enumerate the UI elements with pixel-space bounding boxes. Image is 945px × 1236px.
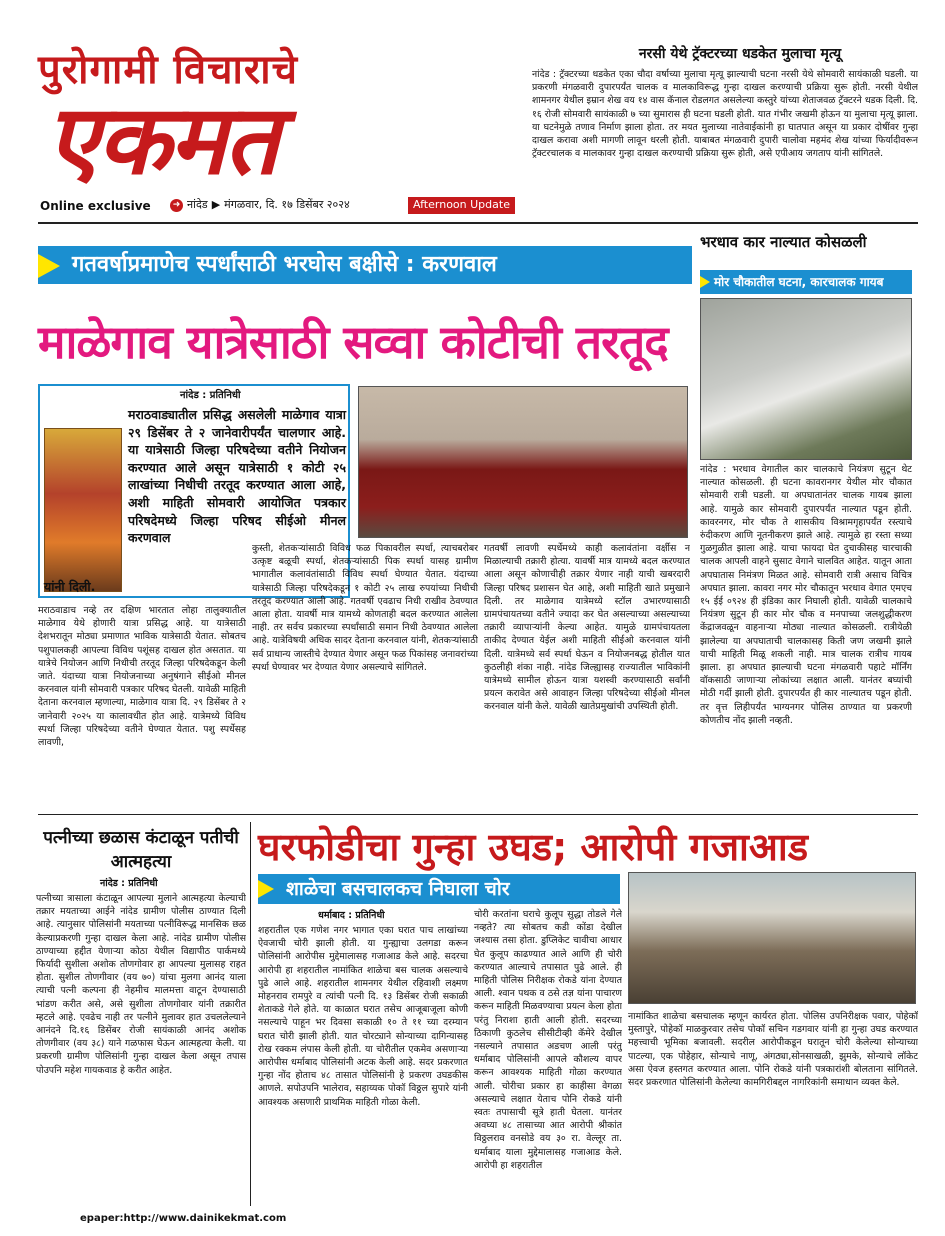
suicide-headline: पत्नीच्या छळास कंटाळून पतीची आत्महत्या — [43, 828, 239, 872]
suicide-byline: नांदेड : प्रतिनिधी — [100, 878, 158, 889]
burglary-column-3: नामांकित शाळेचा बसचालक म्हणून कार्यरत होता. पोलिस उपनिरीक्षक पवार, पोहेकॉ मुस्तापुरे, पोहेकॉ माळकुरवार तसेच पोकॉ सचिन गडगवार यांनी हा गुन्हा उघड करण्यात महत्त्वाची भूमिका बजावली. सदरील आरोपीकडून घरातून चोरी केलेल्या सोन्याच्या पाटल्या, एक पोहेहार, सोन्याचे नाणू, अंगठ्या,सोनसाखळी, झुमके, सोन्याचे लॉकेट असा ऐवज हस्तगत करण्यात आला. पोनि रोकडे यांनी पत्रकारांशी बोलताना सांगितले. सदर प्रकरणात पोलिसांनी केलेल्या कामगिरीबद्दल नागरिकांनी समाधान व्यक्त केले. — [628, 1011, 918, 1089]
divider — [38, 222, 918, 224]
lead-column-1: मराठवाडाच नव्हे तर दक्षिण भारतात लोहा तालुक्यातील माळेगाव येथे होणारी यात्रा प्रसिद्ध आहे. या यात्रेसाठी देशभरातून मोठ्या प्रमाणात भाविक यात्रेसाठी येतात. सोबतच पशुपालकही आपल्या विविध पशूंसह दाखल होत असतात. या यात्रेचे नियोजन आणि निधीची तरतूद जिल्हा परिषदेकडून केली जाते. यंदाच्या यात्रा नियोजनाच्या अनुषंगाने सीईओ मीनल करनवाल यांनी सोमवारी पत्रकार परिषद घेतली. यावेळी माहिती देताना करनवाल म्हणाल्या, माळेगाव यात्रा दि. २९ डिसेंबर ते २ जानेवारी २०२५ या कालावधीत होत आहे. यात्रेमध्ये विविध स्पर्धा जिल्हा परिषदेच्या वतीने घेण्यात येतात. पशु स्पर्धेसह लावणी, — [38, 605, 246, 749]
triangle-marker-icon — [258, 880, 274, 898]
triangle-marker-icon — [38, 254, 60, 278]
triangle-marker-icon — [700, 276, 710, 288]
press-conference-photo — [358, 386, 688, 538]
online-exclusive-label: Online exclusive — [40, 199, 151, 213]
lead-kicker: गतवर्षाप्रमाणेच स्पर्धांसाठी भरघोस बक्षीसे : करणवाल — [38, 246, 692, 284]
lead-summary-tail: यांनी दिली. — [44, 579, 96, 594]
triangle-right-icon: ▶ — [211, 198, 221, 211]
epaper-link[interactable]: epaper:http://www.dainikekmat.com — [80, 1213, 287, 1224]
burglary-subhead: शाळेचा बसचालकच निघाला चोर — [258, 874, 620, 904]
suicide-body: पत्नीच्या त्रासाला कंटाळून आपल्या मुलाने आत्महत्या केल्याची तक्रार मयताच्या आईने नांदेड ग्रामीण पोलीस ठाण्यात दिली आहे. त्यानुसार पोलिसांनी मयताच्या पत्नीविरूद्ध मानसिक छळ केल्याप्रकरणी गुन्हा दाखल केला आहे. नांदेड ग्रामीण पोलीस ठाण्याच्या हद्दीत येणाऱ्या कोठा येथील विद्यापीठ पार्कमध्ये फिर्यादी सुशीला अशोक तोणगोवार हा आपल्या मुलासह राहत होता. सुशील तोणगीवार (वय ७०) यांचा मुलगा आनंद याला त्याची पत्नी कल्पना ही नेहमीच मालमत्ता वाटून देण्यासाठी भांडण करीत असे, असे सुशीला तोणगोवार यांनी तक्रारीत म्हटले आहे. एवढेच नाही तर पत्नीने मुलावर हात उचललेल्याने आनंदने दि.१६ डिसेंबर रोजी सायंकाळी आनंद अशोक तोणगीवार (वय ३८) याने गळफास घेऊन आत्महत्या केली. या प्रकरणी ग्रामीण पोलिसांनी गुन्हा दाखल केला असून तपास पोउपनि महेश गायकवाड हे करीत आहेत. — [36, 893, 246, 1076]
temple-photo — [44, 428, 122, 592]
issue-date: मंगळवार, दि. १७ डिसेंबर २०२४ — [224, 198, 350, 211]
lead-byline: नांदेड : प्रतिनिधी — [180, 390, 241, 401]
lead-summary: मराठवाड्यातील प्रसिद्ध असलेली माळेगाव यात्रा २९ डिसेंबर ते २ जानेवारीपर्यंत चालणार आहे. या यात्रेसाठी जिल्हा परिषदेच्या वतीने नियोजन करण्यात आले असून यात्रेसाठी १ कोटी २५ लाखांच्या निधीची तरतूद करण्यात आला आहे, अशी माहिती सोमवारी आयोजित पत्रकार परिषदेमध्ये जिल्हा परिषद सीईओ मीनल करणवाल — [128, 407, 346, 546]
divider — [250, 822, 251, 1206]
burglary-byline: धर्माबाद : प्रतिनिधी — [318, 910, 385, 921]
city-label: नांदेड — [187, 198, 208, 211]
masthead-tagline: पुरोगामी विचाराचे — [38, 46, 299, 93]
edition-badge: Afternoon Update — [408, 197, 515, 214]
lead-column-2: कुस्ती, शेतकऱ्यांसाठी विविध फळ पिकावरील स्पर्धा, त्याचबरोबर उत्कृष्ट बळूची स्पर्धा, शेतकऱ्यांसाठी पिक स्पर्धा यासह ग्रामीण भागातील कलावंतांसाठी विविध स्पर्धा घेण्यात येतात. यंदाच्या यात्रेसाठी जिल्हा परिषदेकडून १ कोटी २५ लाख रुपयांच्या निधीची तरतूद करण्यात आली आहे. गतवर्षी एवढाच निधी राखीव ठेवण्यात आला होता. यावर्षी मात्र यामध्ये कोणताही बदल करण्यात आलेला नाही. तर सर्वच प्रकारच्या स्पर्धांसाठी समान निधी ठेवण्यात आलेला आहे. यात्रेविषयी अधिक सादर देताना करनवाल यांनी, शेतकऱ्यांसाठी सर्व प्राधान्य जास्तीचे देण्यात येणार असून फळ पिकांसह जनावरांच्या स्पर्धा घेण्यावर भर देण्यात येणार असल्याचे सांगितले. — [252, 543, 478, 673]
burglary-headline: घरफोडीचा गुन्हा उघड; आरोपी गजाआड — [258, 825, 809, 869]
burglary-column-1: शहरातील एक गणेश नगर भागात एका घरात पाच लाखांच्या ऐवजाची चोरी झाली होती. या गुन्ह्याचा उलगडा करून पोलिसांनी आरोपीस मुद्देमालासह गजाआड केले आहे. सदरचा आरोपी हा शहरातील नामांकित शाळेचा बस चालक असल्याचे पुढे आले आहे. शहरातील शामनगर येथील रहिवाशी लक्ष्मण मोहनराव रामपुरे व त्यांची पत्नी दि. १३ डिसेंबर रोजी सकाळी शेताकडे गेले होते. या काळात घरात तसेच आजूबाजूला कोणी नसल्याचे पाहून भर दिवसा सकाळी १० ते ११ च्या दरम्यान घरात चोरी झाली होती. यात चोरट्याने सोन्याच्या दागिन्यासह रोख रक्कम लंपास केली होती. या चोरीतील एकमेव असणाऱ्या आरोपीस धर्माबाद पोलिसांनी अटक केली आहे. सदर प्रकरणात गुन्हा नोंद होताच ४८ तासात पोलिसांनी हे प्रकरण उघडकीस आणले. सपोउपनि भालेराव, सहाय्यक पोकॉ विठ्ठल सुपारे यांनी आवश्यक असणारी प्राथमिक माहिती गोळा केली. — [258, 925, 468, 1108]
dateline — [170, 198, 350, 213]
divider — [38, 814, 918, 815]
lead-column-3: गतवर्षी लावणी स्पर्धेमध्ये काही कलावंतांना वर्क्षीस न मिळाल्याची तक्रारी होत्या. यावर्षी मात्र यामध्ये बदल करण्यात आला असून कोणाचीही तक्रार येणार नाही याची खबरदारी जिल्हा परिषद प्रशासन घेत आहे, अशी माहिती खाते प्रमुखाने दिली. तर माळेगाव यात्रेमध्ये स्टॉल उभारण्यासाठी ग्रामपंचायतच्या वतीने ज्यादा कर घेत असल्याच्या असल्याच्या तक्रारी व्यापाऱ्यांनी केल्या आहेत. यामुळे ग्रामपंचायतला ताकीद देण्यात येईल अशी माहिती सीईओ करनवाल यांनी दिली. यात्रेमध्ये सर्व स्पर्धा घेऊन व नियोजनबद्ध होतील यात कुठलीही शंका नाही. नांदेड जिल्ह्यासह राज्यातील भाविकांनी यात्रेमध्ये सामील होऊन यात्रा यशस्वी करण्यासाठी सर्वांनी प्रयत्न करावेत असे आवाहन जिल्हा परिषदेच्या सीईओ मीनल करनवाल यांनी केले. यावेळी खातेप्रमुखांची उपस्थिती होती. — [484, 543, 690, 713]
car-photo — [700, 298, 912, 460]
police-team-photo — [628, 872, 916, 1004]
arrow-right-icon: ➜ — [170, 199, 183, 212]
car-body: नांदेड : भरधाव वेगातील कार चालकाचे नियंत्रण सुटून थेट नाल्यात कोसळली. ही घटना कावरानगर येथील मोर चौकात सोमवारी रात्री घडली. या अपघातानंतर चालक गायब झाला आहे. यामुळे कार सोमवारी दुपारपर्यंत नाल्यात पडून होती. कावरनगर, मोर चौक ते शासकीय विश्रामगृहापर्यंत रस्त्याचे रुंदीकरण आणि नूतनीकरण झाले आहे. त्यामुळे हा रस्ता सध्या गुळगुळीत झाला आहे. याचा फायदा घेत दुचाकीसह चारचाकी चालक आपली वाहने सुसाट वेगाने चालवित आहेत. यातून आता अपघातास निमंत्रण मिळत आहे. सोमवारी रात्री असाच विचित्र अपघात झाला. कावरा नगर मोर चौकातून भरधाव वेगात एमएच १५ ईई ०९२४ ही इंडिका कार निघाली होती. यावेळी चालकाचे नियंत्रण सुटून ही कार मोर चौक व मनपाच्या जलशुद्धीकरण केंद्राजवळून वाहनाऱ्या मोठ्या नाल्यात कोसळली. रात्रीयेळी झालेल्या या अपघाताची चालकासह किती जण जखमी झाले याची माहिती मिळू शकली नाही. मात्र चालक रात्रीच गायब झाला. हा अपघात झाल्याची घटना मंगळवारी पहाटे मॉर्निंग वॉकसाठी जाणाऱ्या लोकांच्या लक्षात आली. यानंतर बघ्यांची मोठी गर्दी झाली होती. दुपारपर्यंत ही कार नाल्यातच पडून होती. तर वृत्त लिहीपर्यंत भाग्यनगर पोलिस ठाण्यात या प्रकरणी कोणतीच नोंद झाली नव्हती. — [700, 464, 912, 726]
burglary-column-2: चोरी करतांना घराचे कुलूप सुद्धा तोडले गेले नव्हते? त्या सोबतच कडी कोंडा देखील जश्यास तसा होता. डुप्लिकेट चावीचा आधार घेत कुलूप काढण्यात आले आणि ही चोरी करण्यात आल्याचे तपासात पुढे आले. ही माहिती पोलिस निरीक्षक रोकडे यांना देण्यात आली. श्वान पथक व ठसे तज्ञ यांना पाचारण करून माहिती मिळवण्याचा प्रयत्न केला होता परंतु निराशा हाती आली होती. सदरच्या ठिकाणी कुठलेच सीसीटीव्ही कॅमेरे देखील नसल्याने तपासात अडचण आली परंतु धर्माबाद पोलिसांनी आपले कौशल्य वापर करून आवश्यक माहिती गोळा करण्यात आली. चोरीचा प्रकार हा काहीसा वेगळा असल्याचे लक्षात येताच पोनि रोकडे यांनी स्वतः तपासाची सूत्रे हाती घेतला. यानंतर अवघ्या ४८ तासाच्या आत आरोपी श्रीकांत विठ्ठलराव वनसोडे वय ३० रा. वेल्लूर ता. धर्माबाद याला मुद्देमालासह गजाआड केले. आरोपी हा शहरातील — [474, 909, 622, 1171]
lead-headline: माळेगाव यात्रेसाठी सव्वा कोटीची तरतूद — [38, 315, 668, 369]
tractor-body: नांदेड : ट्रॅक्टरच्या धडकेत एका चौदा वर्षाच्या मुलाचा मृत्यू झाल्याची घटना नरसी येथे सोमवारी सायंकाळी घडली. या प्रकरणी मंगळवारी दुपारपर्यंत चालक व मालकाविरूद्ध गुन्हा दाखल करण्याची प्रक्रिया सुरू होती. नरसी येथील शामनगर येथील इम्रान शेख वय १४ वास कॅनाल रोडलगत असलेल्या कस्तुरे यांच्या शेताजवळ ट्रॅक्टरने धडक दिली. दि. १६ रोजी सोमवारी सायंकाळी ७ च्या सुमारास ही घटना घडली होती. यात गंभीर जखमी होऊन या मुलाचा मृत्यू झाला. या घटनेमुळे तणाव निर्माण झाला होता. तर मयत मुलाच्या नातेवाईकांनी हा घातपात असून या प्रकार दोषींवर गुन्हा दाखल करावा अशी मागणी लावून धरली होती. याबाबत मंगळवारी दुपारी चालोवा महमंद शेख यांच्या फिर्यादीवरून ट्रॅक्टरचालक व मालकावर गुन्हा दाखल करण्याची प्रक्रिया सुरू होती, असे एपीआय जगताप यांनी सांगितले. — [532, 69, 918, 160]
car-subhead: मोर चौकातील घटना, कारचालक गायब — [700, 270, 912, 294]
tractor-headline: नरसी येथे ट्रॅक्टरच्या धडकेत मुलाचा मृत्यू — [638, 46, 842, 62]
masthead-title: एकमत — [46, 83, 277, 196]
car-headline: भरधाव कार नाल्यात कोसळली — [700, 233, 867, 251]
